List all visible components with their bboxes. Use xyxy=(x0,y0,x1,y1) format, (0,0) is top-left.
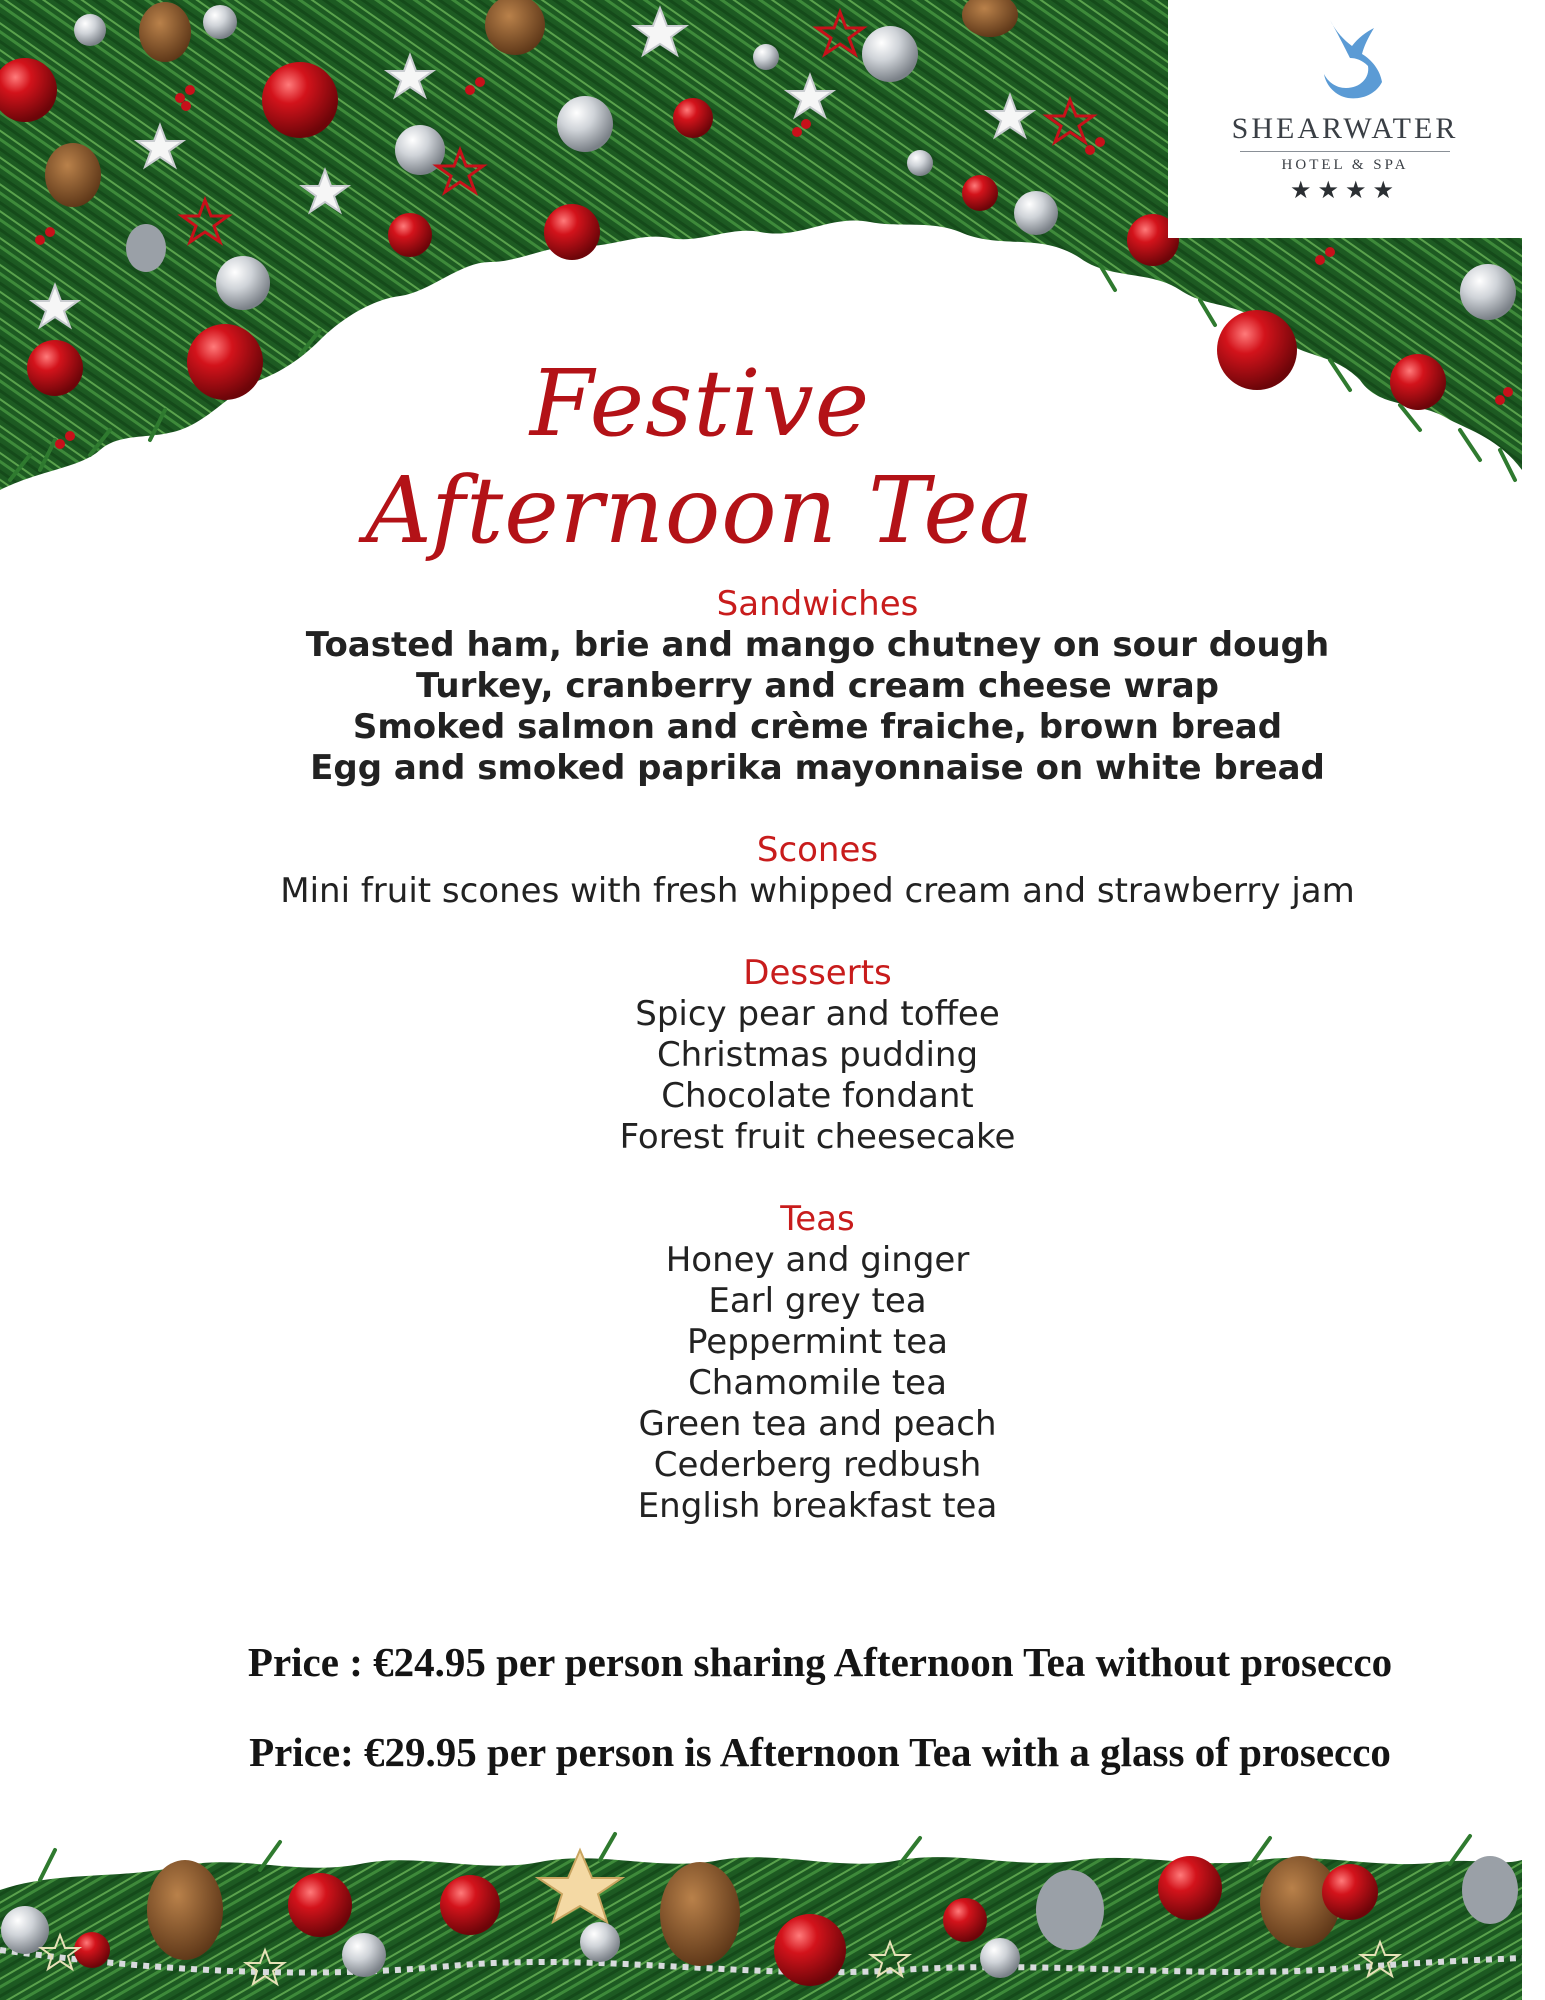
price-with-prosecco: Price: €29.95 per person is Afternoon Tea with a glass of prosecco xyxy=(249,1729,1391,1775)
section-title: Teas xyxy=(780,1199,855,1239)
menu-item: Cederberg redbush xyxy=(653,1445,982,1485)
menu-item: Turkey, cranberry and cream cheese wrap xyxy=(415,666,1220,706)
bird-icon xyxy=(1318,16,1392,102)
menu-item: Toasted ham, brie and mango chutney on sour dough xyxy=(305,625,1330,665)
menu-item: Earl grey tea xyxy=(708,1281,927,1321)
logo-divider xyxy=(1240,151,1450,152)
section-scones xyxy=(210,830,1425,912)
page-margin xyxy=(1522,0,1545,2000)
menu-item: Green tea and peach xyxy=(638,1404,997,1444)
hotel-logo xyxy=(1168,0,1522,238)
hotel-name: SHEARWATER xyxy=(1231,112,1459,145)
section-teas xyxy=(210,1199,1425,1527)
section-sandwiches xyxy=(210,584,1425,789)
section-title: Desserts xyxy=(743,953,892,993)
menu-item: Egg and smoked paprika mayonnaise on white bread xyxy=(310,748,1325,788)
spacer xyxy=(210,912,1425,953)
menu-item: Honey and ginger xyxy=(665,1240,970,1280)
section-title: Sandwiches xyxy=(716,584,919,624)
menu-item: Forest fruit cheesecake xyxy=(619,1117,1016,1157)
menu-item: Mini fruit scones with fresh whipped cream and strawberry jam xyxy=(280,871,1355,911)
menu-item: Chocolate fondant xyxy=(661,1076,974,1116)
spacer xyxy=(210,789,1425,830)
title-text: Festive Afternoon Tea xyxy=(365,350,1035,564)
menu-item: Christmas pudding xyxy=(656,1035,979,1075)
menu-item: Spicy pear and toffee xyxy=(635,994,1000,1034)
section-title: Scones xyxy=(756,830,879,870)
menu-list xyxy=(210,584,1425,1527)
page-title xyxy=(330,330,1070,564)
menu-item: Peppermint tea xyxy=(686,1322,948,1362)
price-without-prosecco: Price : €24.95 per person sharing Afternoon Tea without prosecco xyxy=(247,1639,1393,1685)
menu-item: English breakfast tea xyxy=(637,1486,998,1526)
bottom-garland-decoration xyxy=(0,1830,1522,2000)
menu-item: Smoked salmon and crème fraiche, brown bread xyxy=(352,707,1283,747)
menu-item: Chamomile tea xyxy=(688,1363,947,1403)
hotel-subtitle: HOTEL & SPA xyxy=(1281,157,1409,173)
section-desserts xyxy=(210,953,1425,1158)
spacer xyxy=(210,1158,1425,1199)
star-rating: ★★★★ xyxy=(1289,177,1401,204)
